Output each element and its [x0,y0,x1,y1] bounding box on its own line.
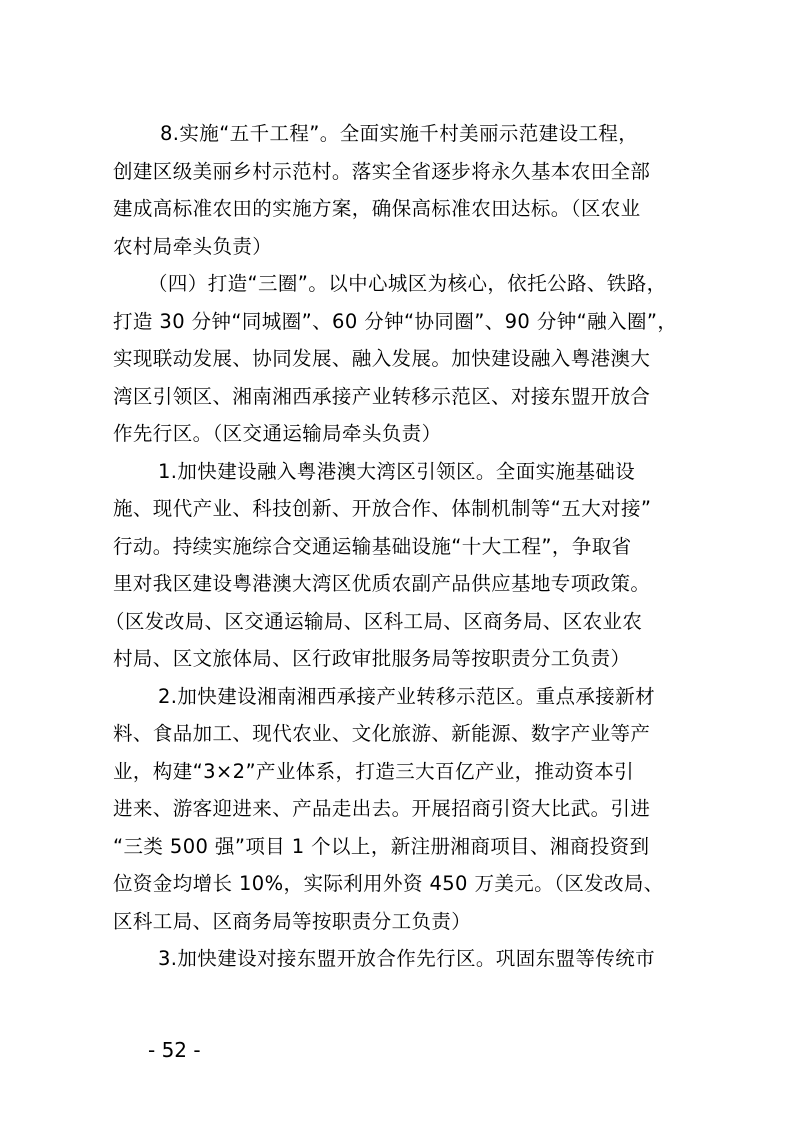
text-line-2: 创建区级美丽乡村示范村。落实全省逐步将永久基本农田全部 [113,160,651,183]
text-line-5: （四）打造“三圈”。以中心城区为核心，依托公路、铁路， [148,272,667,295]
text-line-8: 湾区引领区、湘南湘西承接产业转移示范区、对接东盟开放合 [113,385,651,408]
text-line-23: 3.加快建设对接东盟开放合作先行区。巩固东盟等传统市 [158,947,656,970]
text-line-7: 实现联动发展、协同发展、融入发展。加快建设融入粤港澳大 [113,347,651,370]
page-number: - 52 - [148,1038,201,1062]
text-line-17: 料、食品加工、现代农业、文化旅游、新能源、数字产业等产 [113,722,651,745]
text-line-12: 行动。持续实施综合交通运输基础设施“十大工程”，争取省 [113,535,632,558]
text-line-21: 位资金均增长 10%，实际利用外资 450 万美元。（区发改局、 [113,872,664,895]
text-line-1: 8.实施“五千工程”。全面实施千村美丽示范建设工程， [160,122,639,145]
text-line-9: 作先行区。（区交通运输局牵头负责） [113,422,442,445]
text-line-20: “三类 500 强”项目 1 个以上，新注册湘商项目、湘商投资到 [113,835,650,858]
text-line-18: 业，构建“3×2”产业体系，打造三大百亿产业，推动资本引 [113,760,635,783]
text-line-6: 打造 30 分钟“同城圈”、60 分钟“协同圈”、90 分钟“融入圈”， [113,310,678,333]
text-line-4: 农村局牵头负责） [113,235,273,258]
text-line-13: 里对我区建设粤港澳大湾区优质农副产品供应基地专项政策。 [113,572,651,595]
text-line-14: （区发改局、区交通运输局、区科工局、区商务局、区农业农 [105,610,643,633]
text-line-10: 1.加快建设融入粤港澳大湾区引领区。全面实施基础设 [158,460,636,483]
text-line-19: 进来、游客迎进来、产品走出去。开展招商引资大比武。引进 [113,797,651,820]
text-line-22: 区科工局、区商务局等按职责分工负责） [113,910,472,933]
text-line-3: 建成高标准农田的实施方案，确保高标准农田达标。（区农业 [113,197,641,220]
text-line-15: 村局、区文旅体局、区行政审批服务局等按职责分工负责） [113,647,631,670]
text-line-16: 2.加快建设湘南湘西承接产业转移示范区。重点承接新材 [158,685,656,708]
text-line-11: 施、现代产业、科技创新、开放合作、体制机制等“五大对接” [113,497,652,520]
